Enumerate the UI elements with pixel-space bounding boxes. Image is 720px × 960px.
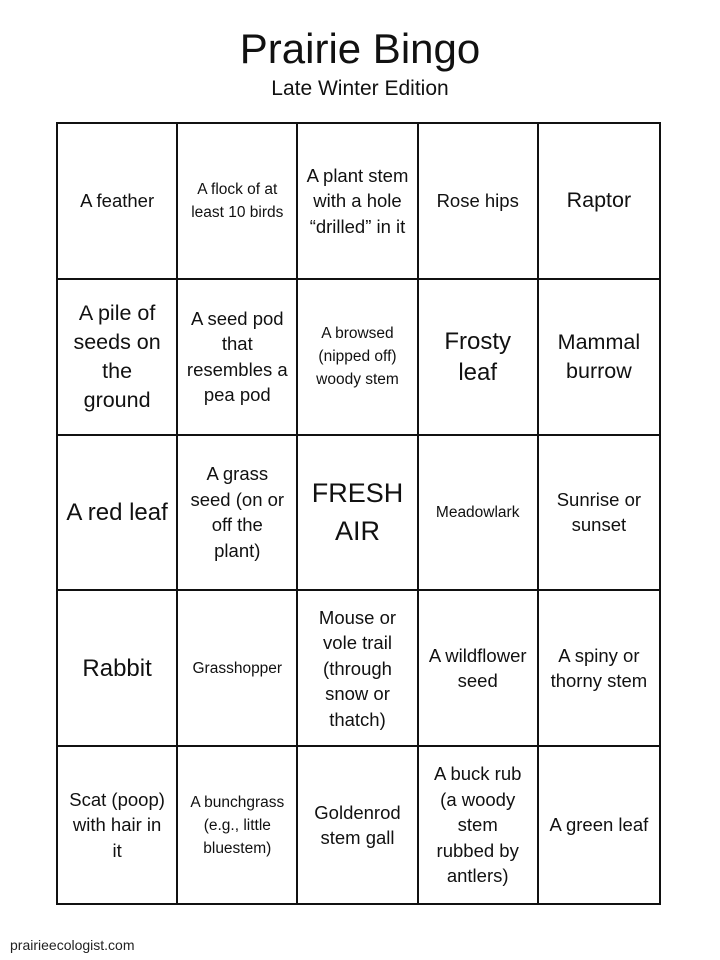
bingo-cell-label: A plant stem with a hole “drilled” in it	[306, 164, 409, 237]
bingo-cell-r4c3	[298, 591, 418, 747]
bingo-cell-label: Rose hips	[436, 190, 519, 212]
bingo-cell-r2c3	[298, 280, 418, 436]
bingo-cell-r5c2	[178, 747, 298, 903]
bingo-cell-r5c1	[58, 747, 178, 903]
bingo-cell-r2c4	[419, 280, 539, 436]
bingo-cell-label: A red leaf	[66, 498, 168, 526]
page-title: Prairie Bingo	[239, 25, 481, 72]
bingo-cell-label: Rabbit	[82, 654, 152, 682]
bingo-cell-r4c4	[419, 591, 539, 747]
bingo-cell-label: A browsed (nipped off) woody stem	[316, 325, 399, 389]
bingo-cell-r4c1	[58, 591, 178, 747]
bingo-cell-r3c5	[539, 436, 659, 592]
bingo-cell-label: A spiny or thorny stem	[550, 644, 648, 692]
bingo-cell-label: A pile of seeds on the ground	[73, 300, 161, 412]
bingo-cell-r2c5	[539, 280, 659, 436]
bingo-cell-r4c5	[539, 591, 659, 747]
bingo-cell-r1c1	[58, 124, 178, 280]
bingo-cell-label: A wildflower seed	[428, 644, 527, 692]
bingo-cell-r3c2	[178, 436, 298, 592]
bingo-cell-r2c1	[58, 280, 178, 436]
site-credit: prairieecologist.com	[10, 937, 135, 953]
bingo-cell-label: A bunchgrass (e.g., little bluestem)	[190, 793, 285, 857]
bingo-cell-r2c2	[178, 280, 298, 436]
bingo-cell-label: A feather	[80, 190, 155, 212]
bingo-board	[56, 122, 661, 905]
bingo-cell-label: Mammal burrow	[557, 329, 641, 383]
bingo-cell-r5c3	[298, 747, 418, 903]
bingo-cell-label: A buck rub (a woody stem rubbed by antlers)	[433, 763, 522, 887]
bingo-cell-label: Meadowlark	[435, 503, 520, 521]
bingo-cell-r1c4	[419, 124, 539, 280]
bingo-cell-r3c1	[58, 436, 178, 592]
bingo-cell-label: A green leaf	[549, 814, 649, 836]
bingo-cell-label: Sunrise or sunset	[556, 488, 642, 536]
bingo-cell-label: Mouse or vole trail (through snow or thatch)	[318, 606, 397, 730]
bingo-cell-r5c4	[419, 747, 539, 903]
bingo-cell-r1c2	[178, 124, 298, 280]
bingo-cell-label: A flock of at least 10 birds	[191, 180, 284, 221]
bingo-cell-r1c3	[298, 124, 418, 280]
bingo-cell-r5c5	[539, 747, 659, 903]
bingo-cell-r3c3	[298, 436, 418, 592]
bingo-cell-label: Grasshopper	[192, 659, 283, 677]
bingo-cell-label: FRESH AIR	[311, 478, 404, 547]
bingo-cell-label: Raptor	[566, 188, 632, 213]
bingo-cell-r4c2	[178, 591, 298, 747]
bingo-cell-r1c5	[539, 124, 659, 280]
bingo-cell-label: Scat (poop) with hair in it	[69, 788, 165, 861]
bingo-cell-label: A grass seed (on or off the plant)	[190, 463, 285, 561]
bingo-cell-label: Frosty leaf	[444, 327, 512, 386]
bingo-cell-label: Goldenrod stem gall	[314, 801, 401, 849]
page-subtitle: Late Winter Edition	[271, 77, 449, 100]
bingo-cell-r3c4	[419, 436, 539, 592]
bingo-cell-label: A seed pod that resembles a pea pod	[186, 307, 288, 406]
